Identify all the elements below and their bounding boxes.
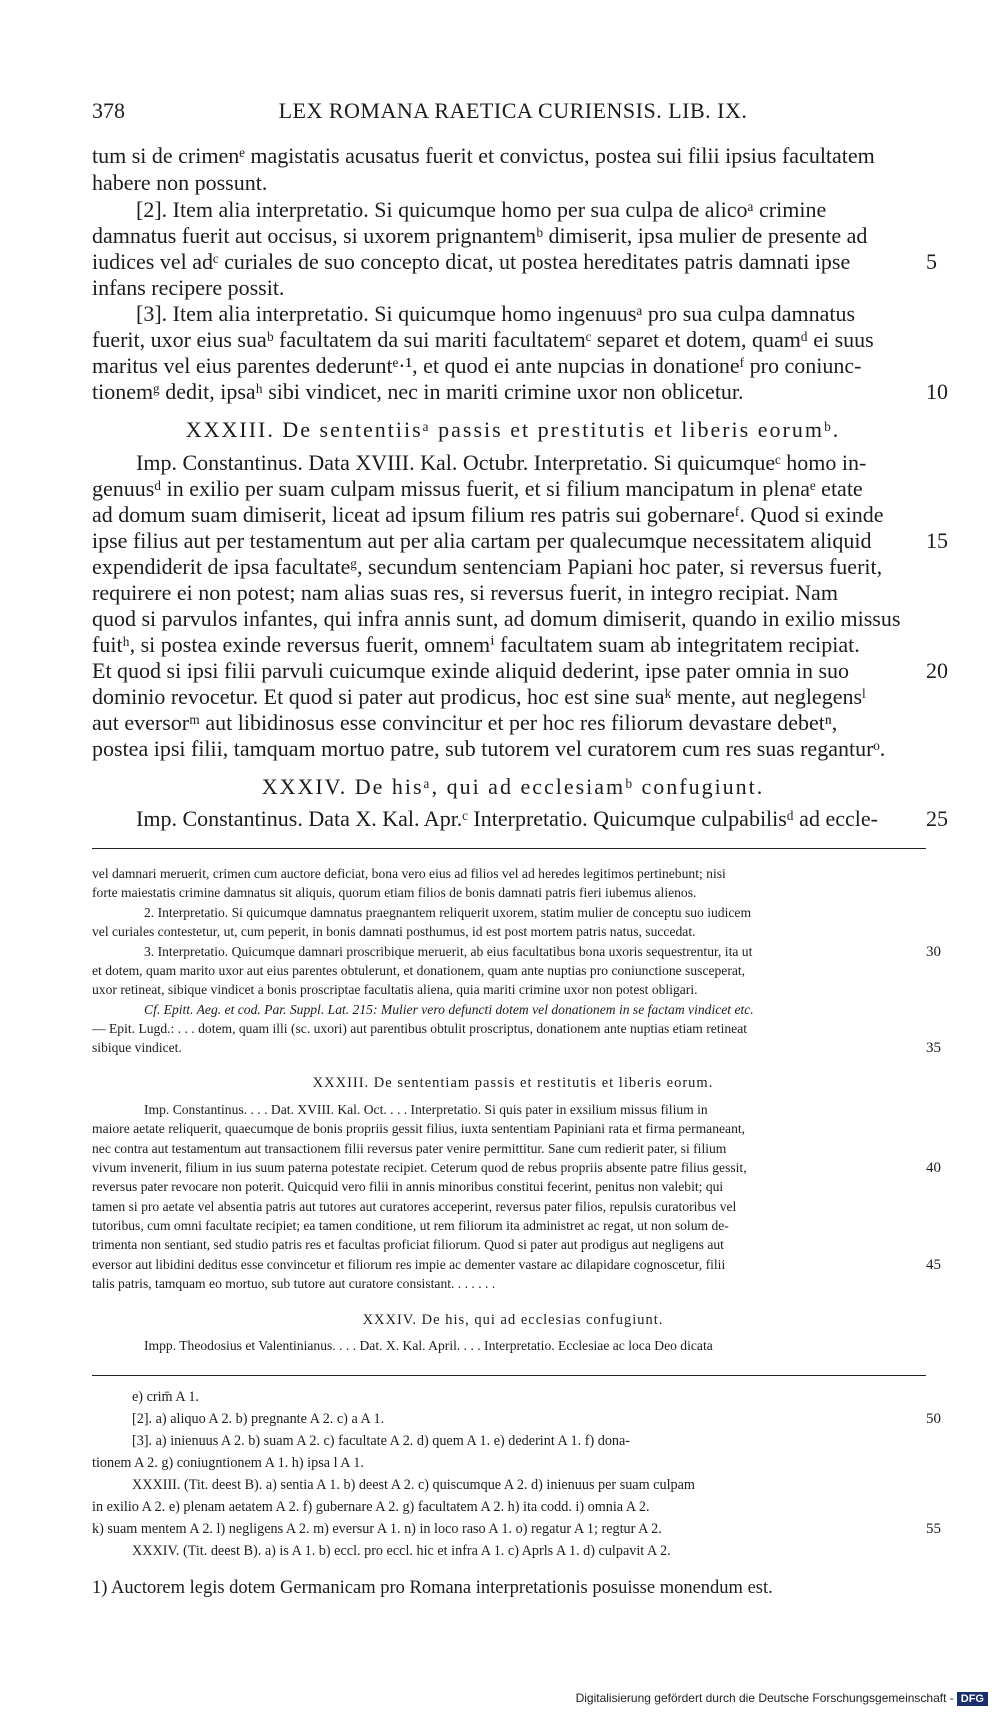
line-number: 50 [926,1411,941,1427]
running-head: LEX ROMANA RAETICA CURIENSIS. LIB. IX. [278,98,748,123]
text-line: reversus pater revocare non poterit. Quicquid vero filii in annis minoribus constitui fecerint, penitus non valebit; qui [92,1179,724,1194]
text-line: tionemᵍ dedit, ipsaʰ sibi vindicet, nec in mariti crimine uxor non oblicetur. [92,379,744,404]
line-number: 30 [926,944,941,960]
text-line: Imp. Constantinus. Data XVIII. Kal. Octubr. Interpretatio. Si quicumqueᶜ homo in- [136,450,867,475]
text-line: [2]. Item alia interpretatio. Si quicumque homo per sua culpa de alicoᵃ crimine [136,197,827,222]
text-line: maiore aetate reliquerit, quaecumque de bonis propriis gessit filius, iuxta sententiam Papiniani rata et firma permaneant, [92,1121,746,1136]
page-number: 378 [92,98,125,123]
text-line: vivum invenerit, filium in ius suum paterna potestate recipiet. Ceterum quod de rebus propriis absente patre filius gessit, [92,1160,747,1175]
apparatus-line: tionem A 2. g) coniugntionem A 1. h) ipsa l A 1. [92,1455,364,1471]
text-line: aut eversorᵐ aut libidinosus esse convincitur et per hoc res filiorum devastare debetⁿ, [92,710,838,735]
text-line: quod si parvulos infantes, qui infra annis sunt, ad domum dimiserit, quando in exilio missus [92,606,901,631]
line-number: 55 [926,1521,941,1537]
text-line: nec contra aut testamentum aut transactionem filii reversus pater venire permittitur. Sane cum redierit pater, si filium [92,1141,727,1156]
divider-rule [92,848,926,849]
line-number: 25 [926,806,948,831]
credit-text: Digitalisierung gefördert durch die Deutsche Forschungsgemeinschaft - [575,1691,954,1705]
text-line: maritus vel eius parentes dederuntᵉ·¹, et quod ei ante nupcias in donationeᶠ pro coniunc- [92,353,862,378]
line-number: 40 [926,1160,941,1176]
text-line: dominio revocetur. Et quod si pater aut prodicus, hoc est sine suaᵏ mente, aut neglegensˡ [92,684,866,709]
text-line: tutoribus, cum omni facultate recipiet; ea tamen conditione, ut rem filiorum ita administret ac regat, ut non solum de- [92,1218,729,1233]
text-line: tum si de crimenᵉ magistatis acusatus fuerit et convictus, postea sui filii ipsius facultatem [92,143,875,168]
text-line: tamen si pro aetate vel absentia patris aut tutores aut curatores acceperint, reversus pater filios, repulsis curatoribus vel [92,1199,737,1214]
line-number: 20 [926,658,948,683]
text-line: Cf. Epitt. Aeg. et cod. Par. Suppl. Lat. 215: Mulier vero defuncti dotem vel donationem in se factam vindicet etc. [144,1002,754,1017]
apparatus-line: e) crim̄ A 1. [132,1389,199,1405]
text-line: Imp. Constantinus. Data X. Kal. Apr.ᶜ Interpretatio. Quicumque culpabilisᵈ ad eccle- [136,806,878,831]
line-number: 5 [926,249,937,274]
apparatus-line: XXXIV. (Tit. deest B). a) is A 1. b) eccl. pro eccl. hic et infra A 1. c) Aprls A 1. d) culpavit A 2. [132,1543,671,1559]
text-line: ad domum suam dimiserit, liceat ad ipsum filium res patris sui gobernareᶠ. Quod si exinde [92,502,884,527]
section-heading: XXXIV. De his, qui ad ecclesias confugiunt. [362,1312,664,1328]
text-line: ipse filius aut per testamentum aut per alia cartam per qualecumque necessitatem aliquid [92,528,872,553]
text-line: uxor retineat, sibique vindicet a bonis proscriptae facultatis aliena, quia mariti crimine uxor non potest obligari. [92,982,698,997]
dfg-logo: DFG [957,1692,988,1706]
digitization-credit [576,1691,988,1706]
page-header [92,98,934,128]
text-line: 3. Interpretatio. Quicumque damnari proscribique meruerit, ab eius facultatibus bona uxoris sequestrentur, ita ut [144,944,753,959]
text-line: — Epit. Lugd.: . . . dotem, quam illi (sc. uxori) aut parentibus obtulit proscriptus, donationem ante nuptias etiam retineat [92,1021,748,1036]
text-line: Et quod si ipsi filii parvuli cuicumque exinde aliquid dederint, ipse pater omnia in suo [92,658,850,683]
section-heading: XXXIII. De sententiisᵃ passis et prestitutis et liberis eorumᵇ. [185,417,841,442]
text-line: expendiderit de ipsa facultateᵍ, secundum sentenciam Papiani hoc pater, si reversus fuerit, [92,554,883,579]
text-line: forte maiestatis crimine damnatus sit aliquis, quorum etiam filios de bonis damnati patris fieri iubemus alienos. [92,885,697,900]
apparatus-line: [2]. a) aliquo A 2. b) pregnante A 2. c) a A 1. [132,1411,385,1427]
text-line: vel damnari meruerit, crimen cum auctore deficiat, bona vero eius ad filios vel ad heredes legitimos pertinebunt; nisi [92,866,726,881]
text-line: [3]. Item alia interpretatio. Si quicumque homo ingenuusᵃ pro sua culpa damnatus [136,301,856,326]
text-line: 2. Interpretatio. Si quicumque damnatus praegnantem reliquerit uxorem, statim mulier de conceptu suo iudicem [144,905,752,920]
section-heading: XXXIV. De hisᵃ, qui ad ecclesiamᵇ confugiunt. [261,774,765,799]
line-number: 15 [926,528,948,553]
text-line: trimenta non sentiant, sed studio patris res et facultas proficiat filiorum. Quod si pater aut prodigus aut negligens aut [92,1237,724,1252]
text-line: fuerit, uxor eius suaᵇ facultatem da sui mariti facultatemᶜ separet et dotem, quamᵈ ei suus [92,327,874,352]
text-line: genuusᵈ in exilio per suam culpam missus fuerit, et si filium mancipatum in plenaᵉ etate [92,476,863,501]
text-line: iudices vel adᶜ curiales de suo concepto dicat, ut postea hereditates patris damnati ipse [92,249,851,274]
text-line: Impp. Theodosius et Valentinianus. . . . Dat. X. Kal. April. . . . Interpretatio. Ecclesiae ac loca Deo dicata [144,1338,713,1353]
text-line: eversor aut libidini deditus esse convincetur et filiorum res impie ac dementer vastare ac dilapidare cognoscetur, filii [92,1257,726,1272]
apparatus-line: XXXIII. (Tit. deest B). a) sentia A 1. b) deest A 2. c) quiscumque A 2. d) inienuus per suam culpam [132,1477,695,1493]
apparatus-line: [3]. a) inienuus A 2. b) suam A 2. c) facultate A 2. d) quem A 1. e) dederint A 1. f) dona- [132,1433,631,1449]
apparatus-line: k) suam mentem A 2. l) negligens A 2. m) eversur A 1. n) in loco raso A 1. o) regatur A 1; regtur A 2. [92,1521,662,1537]
text-line: infans recipere possit. [92,275,285,300]
text-line: sibique vindicet. [92,1040,182,1055]
apparatus-line: in exilio A 2. e) plenam aetatem A 2. f) gubernare A 2. g) facultatem A 2. h) ita codd. i) omnia A 2. [92,1499,650,1515]
section-heading: XXXIII. De sententiam passis et restitutis et liberis eorum. [312,1075,714,1091]
text-line: damnatus fuerit aut occisus, si uxorem prignantemᵇ dimiserit, ipsa mulier de presente ad [92,223,868,248]
text-line: vel curiales contestetur, ut, cum peperit, in bonis damnati posthumus, id est post mortem patris natus, succedat. [92,924,696,939]
footnote: 1) Auctorem legis dotem Germanicam pro Romana interpretationis posuisse monendum est. [92,1578,773,1598]
text-line: postea ipsi filii, tamquam mortuo patre, sub tutorem vel curatorem cum res suas reganturᵒ. [92,736,886,761]
text-line: habere non possunt. [92,170,268,195]
line-number: 35 [926,1040,941,1056]
line-number: 45 [926,1257,941,1273]
text-line: Imp. Constantinus. . . . Dat. XVIII. Kal. Oct. . . . Interpretatio. Si quis pater in exsilium missus filium in [144,1102,708,1117]
line-number: 10 [926,379,948,404]
text-line: requirere ei non potest; nam alias suas res, si reversus fuerit, in integro recipiat. Nam [92,580,838,605]
divider-rule [92,1375,926,1376]
text-line: fuitʰ, si postea exinde reversus fuerit, omnemⁱ facultatem suam ab integritatem recipiat. [92,632,860,657]
text-line: talis patris, tamquam eo mortuo, sub tutore aut curatore consistant. . . . . . . [92,1276,496,1291]
text-line: et dotem, quam marito uxor aut eius parentes obtulerunt, et donationem, quam ante nuptias pro coniunctione susceperat, [92,963,746,978]
